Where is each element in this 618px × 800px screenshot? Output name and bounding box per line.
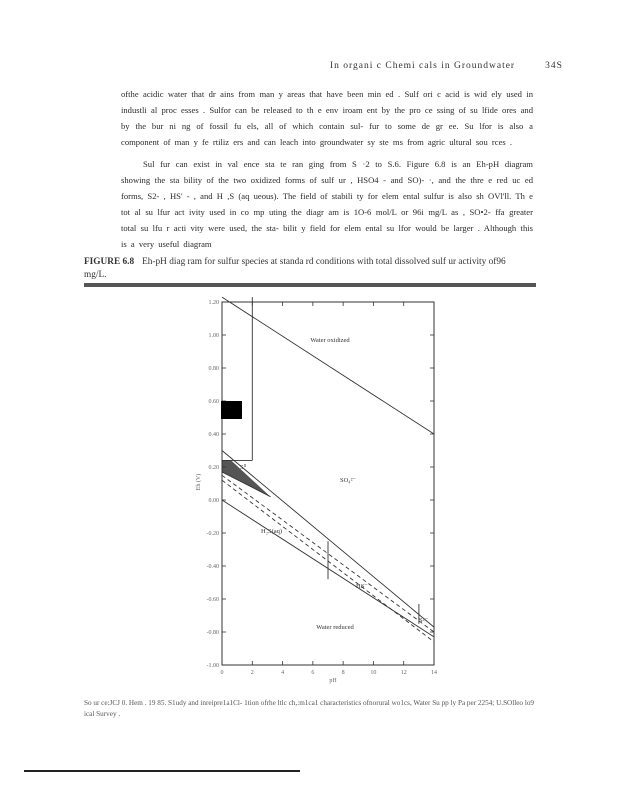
x-tick-label: 8 xyxy=(341,670,345,676)
label-so4: SO₄²⁻ xyxy=(340,477,356,484)
running-head xyxy=(330,61,563,71)
page-number: 34S xyxy=(545,61,563,71)
y-tick-label: 0.40 xyxy=(208,432,219,438)
figure-caption-text: Eh-pH diag ram for sulfur species at standa rd conditions with total dissolved sulf ur activity of96 mg/L. xyxy=(84,257,506,280)
x-tick-label: 2 xyxy=(250,670,254,676)
caption-rule xyxy=(84,283,536,287)
x-tick-label: 12 xyxy=(400,670,407,676)
label-s2: S²⁻ xyxy=(419,617,428,624)
plot-layer xyxy=(222,297,434,665)
footer-rule xyxy=(24,770,300,772)
y-tick-label: 0.00 xyxy=(208,498,219,504)
boundary-line-4 xyxy=(222,451,434,628)
body-paragraph-2: Sul fur can exist in val ence sta te ran ging from S ·2 to S.6. Figure 6.8 is an Eh-pH diagram showing the sta bility of the two oxidized forms of sulf ur , HSO4 - and SO)- ·, and the thre e red uc ed forms, S2- , HS' - , and H ,S (aq ueous). The field of stabili ty for elem ental sulfur is also sh OVl'll. Th e tot al su lfur act ivity used in co mp uting the diagr am is 1O-6 mol/L or 96i mg/L as , SO•2- ffa greater total su lfu r acti vity were used, the sta- bilit y field for elem ental su lfor would be larger . Although this is a very useful diagram xyxy=(121,159,533,249)
label-h2s-aq: H₂S(aq) xyxy=(261,528,283,535)
body-paragraph-1: ofthe acidic water that dr ains from man y areas that have been min ed . Sulf ori c acid is wid ely used in industli al proc esses . Sulfor can be released to th e env iroam ent by the pro ce ssing of su lfide ores and by the bur ni ng of fossil fu els, all of which contain sul- fur to some de gr ee. Su lfor is also a component of man y fe rtiliz ers and can leach into groundwater sy ste ms from agric ultural sou rces . xyxy=(121,89,533,147)
tick-layer xyxy=(207,300,438,676)
y-tick-label: -1.00 xyxy=(206,663,219,669)
eh-ph-diagram xyxy=(190,292,450,692)
y-axis-label: Eh (V) xyxy=(196,473,202,491)
y-tick-label: 1.00 xyxy=(208,333,219,339)
y-tick-label: 1.20 xyxy=(208,300,219,306)
figure-label: FIGURE 6.8 xyxy=(84,257,135,267)
x-tick-label: 4 xyxy=(281,670,285,676)
x-tick-label: 10 xyxy=(370,670,377,676)
running-head-title: In organi c Chemi cals in Groundwater xyxy=(330,61,516,71)
label-s0: S⁰ xyxy=(240,464,247,471)
boundary-line-0 xyxy=(222,297,434,434)
label-water-reduced: Water reduced xyxy=(316,624,354,631)
y-tick-label: 0.80 xyxy=(208,366,219,372)
label-hs: HS⁻ xyxy=(356,583,368,590)
x-tick-label: 14 xyxy=(431,670,437,676)
y-tick-label: -0.60 xyxy=(206,597,219,603)
y-tick-label: 0.20 xyxy=(208,465,219,471)
y-tick-label: -0.40 xyxy=(206,564,219,570)
figure-source: So ur ce:JCJ 0. Hem . 19 85. S1udy and inreipre1a1Cl- 1tion ofrhe ltlc ch,:m1ca1 characteristics ofnorural wo1cs, Water Su pp ly Pa per 2254; U.SOlleo lo9 ical Survey . xyxy=(84,699,535,718)
y-tick-label: 0.60 xyxy=(208,399,219,405)
y-tick-label: -0.80 xyxy=(206,630,219,636)
figure-caption xyxy=(84,256,524,282)
redaction-block xyxy=(221,401,242,419)
x-axis-label: pH xyxy=(329,678,337,684)
label-water-oxidized: Water oxidized xyxy=(310,337,350,344)
boundary-line-9 xyxy=(222,480,434,642)
x-tick-label: 6 xyxy=(311,670,315,676)
x-tick-label: 0 xyxy=(220,670,224,676)
y-tick-label: -0.20 xyxy=(206,531,219,537)
